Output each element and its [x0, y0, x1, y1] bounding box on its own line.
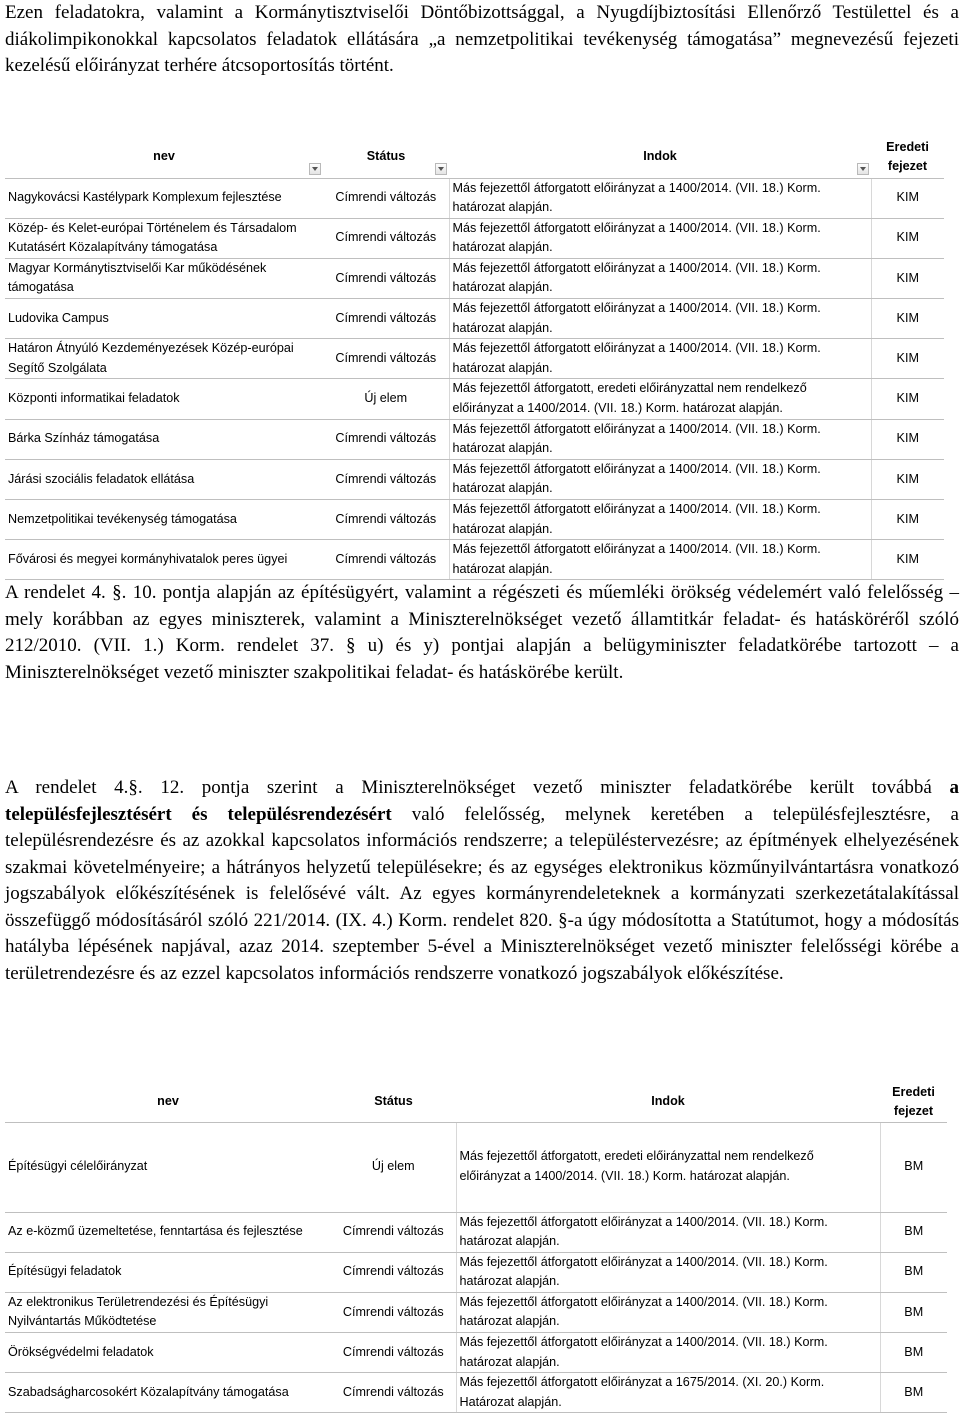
header-eredeti-line1: Eredeti: [886, 139, 929, 154]
table-row: [5, 540, 944, 580]
cell-indok: Más fejezettől átforgatott előirányzat a 1400/2014. (VII. 18.) Korm. határozat alapján.: [449, 299, 871, 339]
header-nev[interactable]: [5, 136, 323, 178]
header-indok-label: Indok: [643, 148, 677, 163]
table-row: [5, 1373, 947, 1413]
table-row: [5, 258, 944, 298]
cell-status: Címrendi változás: [323, 500, 449, 540]
table-row: [5, 299, 944, 339]
table-row: [5, 379, 944, 419]
cell-indok: Más fejezettől átforgatott előirányzat a 1400/2014. (VII. 18.) Korm. határozat alapján.: [449, 419, 871, 459]
cell-fejezet: KIM: [871, 339, 944, 379]
cell-indok: Más fejezettől átforgatott előirányzat a 1400/2014. (VII. 18.) Korm. határozat alapján.: [456, 1212, 880, 1252]
cell-fejezet: KIM: [871, 459, 944, 499]
header-eredeti-line2: fejezet: [893, 1103, 934, 1118]
cell-fejezet: BM: [880, 1292, 947, 1332]
paragraph-part1: A rendelet 4.§. 12. pontja szerint a Miniszterelnökséget vezető miniszter feladatkörébe került továbbá: [5, 777, 950, 798]
cell-status: Címrendi változás: [331, 1292, 456, 1332]
cell-status: Címrendi változás: [323, 258, 449, 298]
header-nev-label: nev: [157, 1093, 179, 1108]
cell-fejezet: KIM: [871, 500, 944, 540]
table-header-row: [5, 136, 944, 178]
cell-fejezet: KIM: [871, 540, 944, 580]
cell-fejezet: BM: [880, 1122, 947, 1212]
cell-nev: Szabadságharcosokért Közalapítvány támogatása: [5, 1373, 331, 1413]
header-status: [331, 1082, 456, 1122]
intro-paragraph: Ezen feladatokra, valamint a Kormánytisztviselői Döntőbizottsággal, a Nyugdíjbiztosítási Ellenőrző Testülettel és a diákolimpikonokkal kapcsolatos feladatok ellátására „a nemzetpolitikai tevékenység támogatása” megnevezésű fejezeti kezelésű előirányzat terhére átcsoportosítás történt.: [5, 2, 959, 76]
cell-fejezet: BM: [880, 1373, 947, 1413]
header-nev-label: nev: [153, 148, 175, 163]
cell-indok: Más fejezettől átforgatott előirányzat a 1675/2014. (XI. 20.) Korm. Határozat alapján.: [456, 1373, 880, 1413]
cell-indok: Más fejezettől átforgatott, eredeti előirányzattal nem rendelkező előirányzat a 1400/2014. (VII. 18.) Korm. határozat alapján.: [449, 379, 871, 419]
header-nev: [5, 1082, 331, 1122]
cell-indok: Más fejezettől átforgatott előirányzat a 1400/2014. (VII. 18.) Korm. határozat alapján.: [449, 178, 871, 218]
cell-fejezet: BM: [880, 1212, 947, 1252]
table-row: [5, 500, 944, 540]
header-indok: [456, 1082, 880, 1122]
cell-status: Új elem: [331, 1122, 456, 1212]
header-eredeti-fejezet: [871, 136, 944, 178]
cell-indok: Más fejezettől átforgatott előirányzat a 1400/2014. (VII. 18.) Korm. határozat alapján.: [449, 540, 871, 580]
cell-fejezet: KIM: [871, 299, 944, 339]
table-row: [5, 459, 944, 499]
cell-nev: Fővárosi és megyei kormányhivatalok peres ügyei: [5, 540, 323, 580]
cell-nev: Központi informatikai feladatok: [5, 379, 323, 419]
cell-status: Címrendi változás: [323, 339, 449, 379]
header-indok-label: Indok: [651, 1093, 685, 1108]
cell-nev: Örökségvédelmi feladatok: [5, 1333, 331, 1373]
cell-status: Címrendi változás: [323, 218, 449, 258]
cell-status: Címrendi változás: [323, 459, 449, 499]
paragraph-rendelet-12: [5, 775, 959, 987]
table-row: [5, 1252, 947, 1292]
cell-nev: Nemzetpolitikai tevékenység támogatása: [5, 500, 323, 540]
header-status[interactable]: [323, 136, 449, 178]
cell-indok: Más fejezettől átforgatott, eredeti előirányzattal nem rendelkező előirányzat a 1400/2014. (VII. 18.) Korm. határozat alapján.: [456, 1122, 880, 1212]
cell-status: Új elem: [323, 379, 449, 419]
cell-status: Címrendi változás: [323, 178, 449, 218]
cell-status: Címrendi változás: [323, 540, 449, 580]
table-row: [5, 218, 944, 258]
table-row: [5, 1292, 947, 1332]
filter-dropdown-icon[interactable]: [309, 163, 321, 175]
table-row: [5, 339, 944, 379]
table-row: [5, 178, 944, 218]
cell-indok: Más fejezettől átforgatott előirányzat a 1400/2014. (VII. 18.) Korm. határozat alapján.: [449, 258, 871, 298]
table-kim: [5, 136, 944, 580]
cell-indok: Más fejezettől átforgatott előirányzat a 1400/2014. (VII. 18.) Korm. határozat alapján.: [449, 500, 871, 540]
cell-nev: Magyar Kormánytisztviselői Kar működésének támogatása: [5, 258, 323, 298]
cell-status: Címrendi változás: [331, 1212, 456, 1252]
cell-nev: Építésügyi célelőirányzat: [5, 1122, 331, 1212]
cell-indok: Más fejezettől átforgatott előirányzat a 1400/2014. (VII. 18.) Korm. határozat alapján.: [456, 1252, 880, 1292]
header-status-label: Státus: [366, 148, 406, 163]
filter-dropdown-icon[interactable]: [857, 163, 869, 175]
header-eredeti-line1: Eredeti: [892, 1084, 935, 1099]
header-status-label: Státus: [374, 1093, 413, 1108]
cell-status: Címrendi változás: [331, 1333, 456, 1373]
table-row: [5, 419, 944, 459]
table-row: [5, 1122, 947, 1212]
header-indok[interactable]: [449, 136, 871, 178]
cell-nev: Ludovika Campus: [5, 299, 323, 339]
cell-fejezet: KIM: [871, 379, 944, 419]
cell-fejezet: KIM: [871, 258, 944, 298]
cell-status: Címrendi változás: [323, 299, 449, 339]
cell-fejezet: KIM: [871, 218, 944, 258]
table-row: [5, 1212, 947, 1252]
table-header-row: [5, 1082, 947, 1122]
cell-indok: Más fejezettől átforgatott előirányzat a 1400/2014. (VII. 18.) Korm. határozat alapján.: [449, 218, 871, 258]
cell-fejezet: BM: [880, 1333, 947, 1373]
cell-nev: Az e-közmű üzemeltetése, fenntartása és fejlesztése: [5, 1212, 331, 1252]
cell-nev: Építésügyi feladatok: [5, 1252, 331, 1292]
cell-nev: Az elektronikus Területrendezési és Építésügyi Nyilvántartás Működtetése: [5, 1292, 331, 1332]
cell-status: Címrendi változás: [331, 1373, 456, 1413]
cell-indok: Más fejezettől átforgatott előirányzat a 1400/2014. (VII. 18.) Korm. határozat alapján.: [456, 1292, 880, 1332]
table-row: [5, 1333, 947, 1373]
cell-nev: Járási szociális feladatok ellátása: [5, 459, 323, 499]
cell-fejezet: KIM: [871, 178, 944, 218]
header-eredeti-line2: fejezet: [887, 158, 928, 173]
paragraph-part2: való felelősség, melynek keretében a településfejlesztésre, a településrendezésre és az azokkal kapcsolatos információs rendszerre; a településtervezésre; az építmények elhelyezésének szakmai követelményeire; a hátrányos helyzetű településekre; és az egységes elektronikus közműnyilvántartásra vonatkozó jogszabályok előkészítésének is felelősévé vált. Az egyes kormányrendeleteknek a kormányzati szerkezetátalakítással összefüggő módosításáról szóló 221/2014. (IX. 4.) Korm. rendelet 820. §-a úgy módosította a Statútumot, hogy a módosítás hatályba lépésének napjával, azaz 2014. szeptember 5-ével a Miniszterelnökséget vezető miniszter felelősségi körébe a területrendezésre és az ezzel kapcsolatos információs rendszerre vonatkozó jogszabályok előkészítése.: [5, 803, 959, 984]
header-eredeti-fejezet: [880, 1082, 947, 1122]
cell-nev: Bárka Színház támogatása: [5, 419, 323, 459]
cell-indok: Más fejezettől átforgatott előirányzat a 1400/2014. (VII. 18.) Korm. határozat alapján.: [449, 339, 871, 379]
cell-fejezet: KIM: [871, 419, 944, 459]
cell-nev: Határon Átnyúló Kezdeményezések Közép-európai Segítő Szolgálata: [5, 339, 323, 379]
paragraph-bold-phrase: a településfejlesztésért és településrendezésért: [5, 777, 959, 825]
cell-status: Címrendi változás: [331, 1252, 456, 1292]
paragraph-rendelet-10: A rendelet 4. §. 10. pontja alapján az építésügyért, valamint a régészeti és műemléki örökség védelemért való felelősség – mely korábban az egyes miniszterek, valamint a Miniszterelnökséget vezető államtitkár feladat- és hatásköréről szóló 212/2010. (VII. 1.) Korm. rendelet 37. § u) és y) pontjai alapján a belügyminiszter feladatkörébe tartozott – a Miniszterelnökséget vezető miniszter szakpolitikai feladat- és hatáskörébe került.: [5, 582, 959, 683]
cell-indok: Más fejezettől átforgatott előirányzat a 1400/2014. (VII. 18.) Korm. határozat alapján.: [449, 459, 871, 499]
filter-dropdown-icon[interactable]: [435, 163, 447, 175]
cell-indok: Más fejezettől átforgatott előirányzat a 1400/2014. (VII. 18.) Korm. határozat alapján.: [456, 1333, 880, 1373]
cell-nev: Közép- és Kelet-európai Történelem és Társadalom Kutatásért Közalapítvány támogatása: [5, 218, 323, 258]
cell-fejezet: BM: [880, 1252, 947, 1292]
table-bm: [5, 1082, 947, 1413]
cell-status: Címrendi változás: [323, 419, 449, 459]
cell-nev: Nagykovácsi Kastélypark Komplexum fejlesztése: [5, 178, 323, 218]
